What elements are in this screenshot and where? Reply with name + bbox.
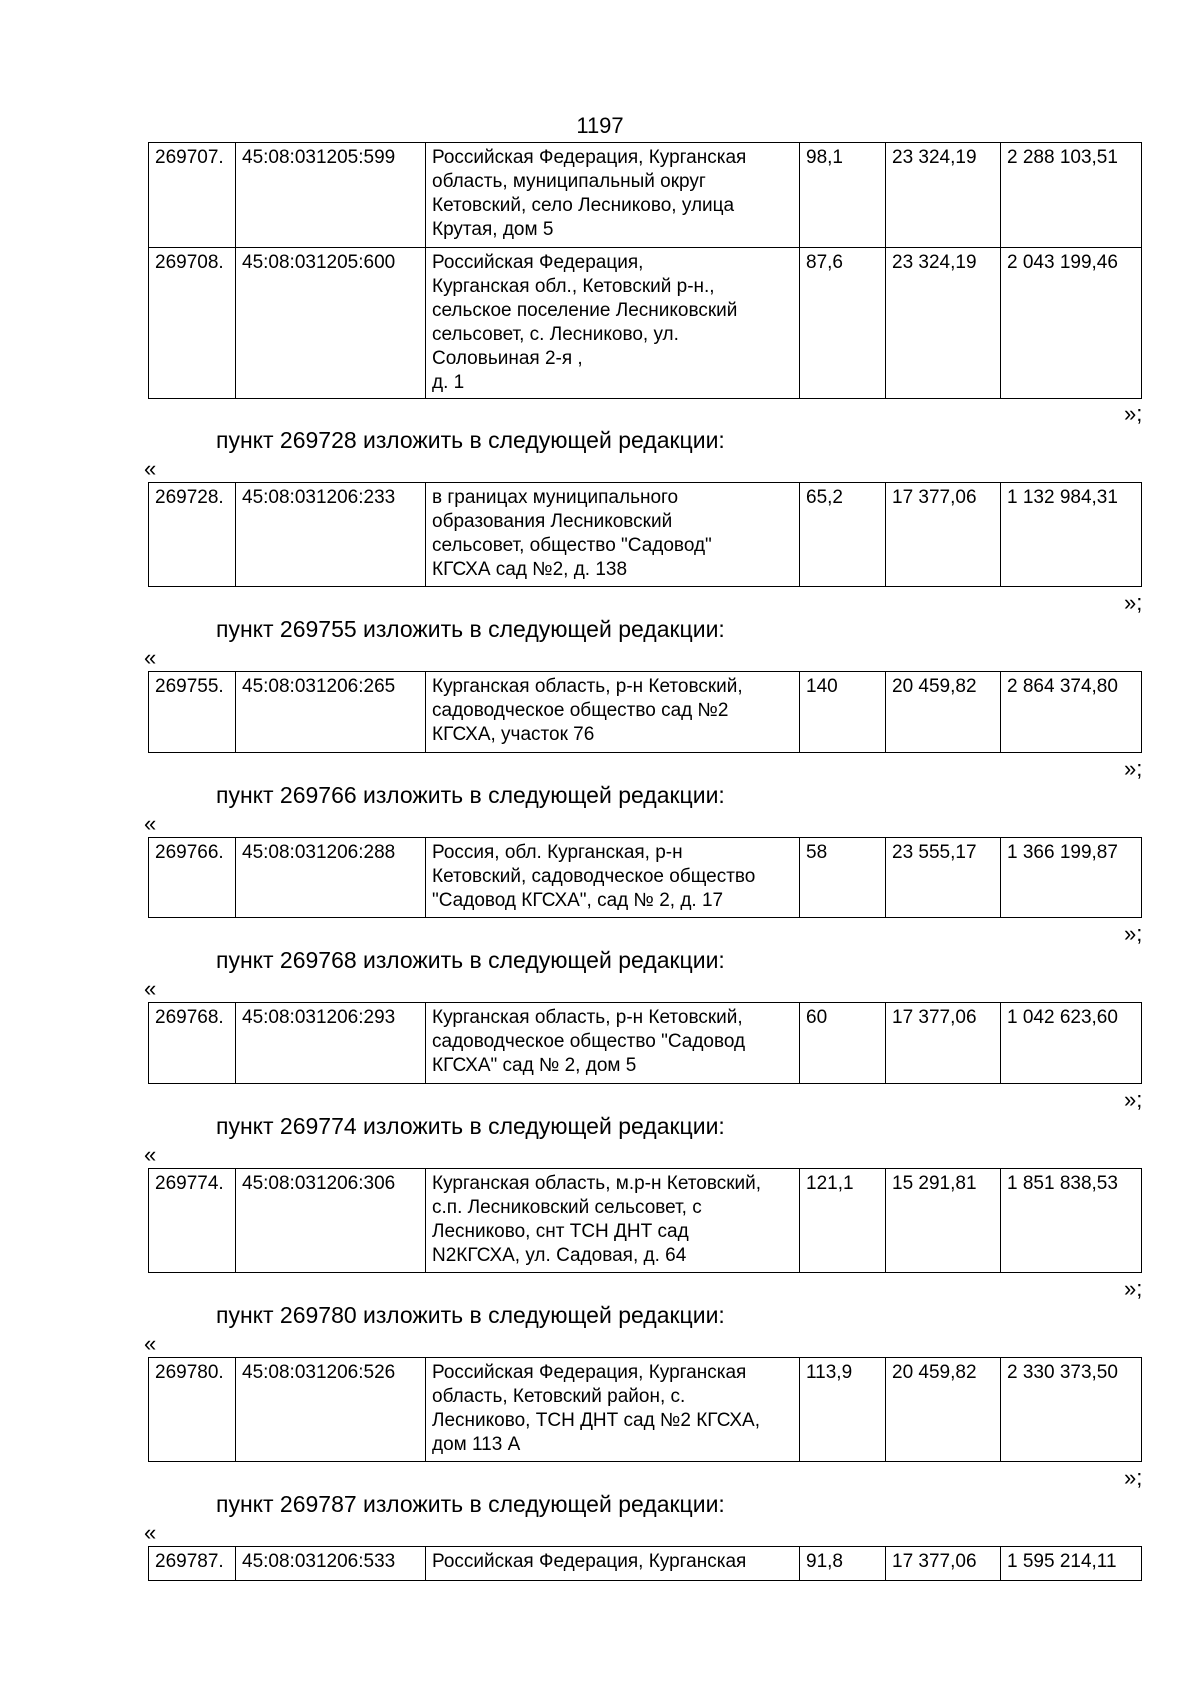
unit-value: 17 377,06 bbox=[886, 1003, 1001, 1084]
cadastral-number: 45:08:031206:293 bbox=[236, 1003, 426, 1084]
row-number: 269780. bbox=[149, 1358, 236, 1462]
address: Курганская область, м.р-н Кетовский, с.п. Лесниковский сельсовет, с Лесниково, снт ТСН ДНТ сад N2КГСХА, ул. Садовая, д. 64 bbox=[426, 1169, 800, 1273]
unit-value: 23 324,19 bbox=[886, 143, 1001, 248]
amendment-instruction: пункт 269768 изложить в следующей редакции: bbox=[216, 947, 725, 973]
registry-table bbox=[148, 482, 1142, 587]
cadastral-value: 2 043 199,46 bbox=[1001, 248, 1142, 399]
unit-value: 15 291,81 bbox=[886, 1169, 1001, 1273]
table-row bbox=[149, 1358, 1142, 1462]
opening-quote: « bbox=[144, 811, 157, 836]
registry-table bbox=[148, 837, 1142, 918]
unit-value: 20 459,82 bbox=[886, 672, 1001, 753]
cadastral-value: 1 595 214,11 bbox=[1001, 1547, 1142, 1581]
row-number: 269768. bbox=[149, 1003, 236, 1084]
row-number: 269728. bbox=[149, 483, 236, 587]
registry-table bbox=[148, 1168, 1142, 1273]
unit-value: 20 459,82 bbox=[886, 1358, 1001, 1462]
registry-table bbox=[148, 1002, 1142, 1084]
address: Россия, обл. Курганская, р-н Кетовский, садоводческое общество "Садовод КГСХА", сад № 2, д. 17 bbox=[426, 838, 800, 918]
cadastral-number: 45:08:031206:233 bbox=[236, 483, 426, 587]
closing-quote: »; bbox=[1124, 921, 1143, 946]
opening-quote: « bbox=[144, 1142, 157, 1167]
area: 91,8 bbox=[800, 1547, 886, 1581]
address: Российская Федерация, Курганская обл., Кетовский р-н., сельское поселение Лесниковский сельсовет, с. Лесниково, ул. Соловьиная 2-я , д. 1 bbox=[426, 248, 800, 399]
amendment-instruction: пункт 269787 изложить в следующей редакции: bbox=[216, 1491, 725, 1517]
amendment-instruction: пункт 269774 изложить в следующей редакции: bbox=[216, 1113, 725, 1139]
area: 98,1 bbox=[800, 143, 886, 248]
registry-table bbox=[148, 142, 1142, 399]
area: 121,1 bbox=[800, 1169, 886, 1273]
row-number: 269787. bbox=[149, 1547, 236, 1581]
amendment-instruction: пункт 269755 изложить в следующей редакции: bbox=[216, 616, 725, 642]
table-row bbox=[149, 1169, 1142, 1273]
closing-quote: »; bbox=[1124, 1276, 1143, 1301]
table-row bbox=[149, 672, 1142, 753]
unit-value: 23 555,17 bbox=[886, 838, 1001, 918]
address: в границах муниципального образования Лесниковский сельсовет, общество "Садовод" КГСХА сад №2, д. 138 bbox=[426, 483, 800, 587]
registry-table bbox=[148, 1357, 1142, 1462]
opening-quote: « bbox=[144, 976, 157, 1001]
cadastral-value: 1 851 838,53 bbox=[1001, 1169, 1142, 1273]
closing-quote: »; bbox=[1124, 756, 1143, 781]
address: Российская Федерация, Курганская область, муниципальный округ Кетовский, село Лесниково, улица Крутая, дом 5 bbox=[426, 143, 800, 248]
cadastral-number: 45:08:031206:533 bbox=[236, 1547, 426, 1581]
address: Курганская область, р-н Кетовский, садоводческое общество сад №2 КГСХА, участок 76 bbox=[426, 672, 800, 753]
cadastral-value: 1 042 623,60 bbox=[1001, 1003, 1142, 1084]
area: 58 bbox=[800, 838, 886, 918]
opening-quote: « bbox=[144, 1520, 157, 1545]
unit-value: 17 377,06 bbox=[886, 483, 1001, 587]
cadastral-number: 45:08:031205:599 bbox=[236, 143, 426, 248]
cadastral-value: 2 330 373,50 bbox=[1001, 1358, 1142, 1462]
address: Российская Федерация, Курганская bbox=[426, 1547, 800, 1581]
page-number: 1197 bbox=[576, 113, 624, 138]
table-row bbox=[149, 248, 1142, 399]
amendment-instruction: пункт 269766 изложить в следующей редакции: bbox=[216, 782, 725, 808]
area: 65,2 bbox=[800, 483, 886, 587]
opening-quote: « bbox=[144, 645, 157, 670]
closing-quote: »; bbox=[1124, 1465, 1143, 1490]
cadastral-value: 2 864 374,80 bbox=[1001, 672, 1142, 753]
cadastral-value: 1 366 199,87 bbox=[1001, 838, 1142, 918]
cadastral-value: 2 288 103,51 bbox=[1001, 143, 1142, 248]
address: Российская Федерация, Курганская область, Кетовский район, с. Лесниково, ТСН ДНТ сад №2 КГСХА, дом 113 А bbox=[426, 1358, 800, 1462]
cadastral-number: 45:08:031206:526 bbox=[236, 1358, 426, 1462]
area: 113,9 bbox=[800, 1358, 886, 1462]
closing-quote: »; bbox=[1124, 401, 1143, 426]
closing-quote: »; bbox=[1124, 590, 1143, 615]
area: 60 bbox=[800, 1003, 886, 1084]
address: Курганская область, р-н Кетовский, садоводческое общество "Садовод КГСХА" сад № 2, дом 5 bbox=[426, 1003, 800, 1084]
row-number: 269708. bbox=[149, 248, 236, 399]
cadastral-number: 45:08:031206:265 bbox=[236, 672, 426, 753]
unit-value: 23 324,19 bbox=[886, 248, 1001, 399]
closing-quote: »; bbox=[1124, 1087, 1143, 1112]
cadastral-value: 1 132 984,31 bbox=[1001, 483, 1142, 587]
cadastral-number: 45:08:031206:306 bbox=[236, 1169, 426, 1273]
table-row bbox=[149, 838, 1142, 918]
row-number: 269755. bbox=[149, 672, 236, 753]
table-row bbox=[149, 1547, 1142, 1581]
row-number: 269707. bbox=[149, 143, 236, 248]
amendment-instruction: пункт 269728 изложить в следующей редакции: bbox=[216, 427, 725, 453]
cadastral-number: 45:08:031206:288 bbox=[236, 838, 426, 918]
registry-table bbox=[148, 1546, 1142, 1581]
amendment-instruction: пункт 269780 изложить в следующей редакции: bbox=[216, 1302, 725, 1328]
area: 140 bbox=[800, 672, 886, 753]
row-number: 269774. bbox=[149, 1169, 236, 1273]
table-row bbox=[149, 483, 1142, 587]
registry-table bbox=[148, 671, 1142, 753]
table-row bbox=[149, 1003, 1142, 1084]
unit-value: 17 377,06 bbox=[886, 1547, 1001, 1581]
cadastral-number: 45:08:031205:600 bbox=[236, 248, 426, 399]
area: 87,6 bbox=[800, 248, 886, 399]
row-number: 269766. bbox=[149, 838, 236, 918]
table-row bbox=[149, 143, 1142, 248]
opening-quote: « bbox=[144, 1331, 157, 1356]
opening-quote: « bbox=[144, 456, 157, 481]
